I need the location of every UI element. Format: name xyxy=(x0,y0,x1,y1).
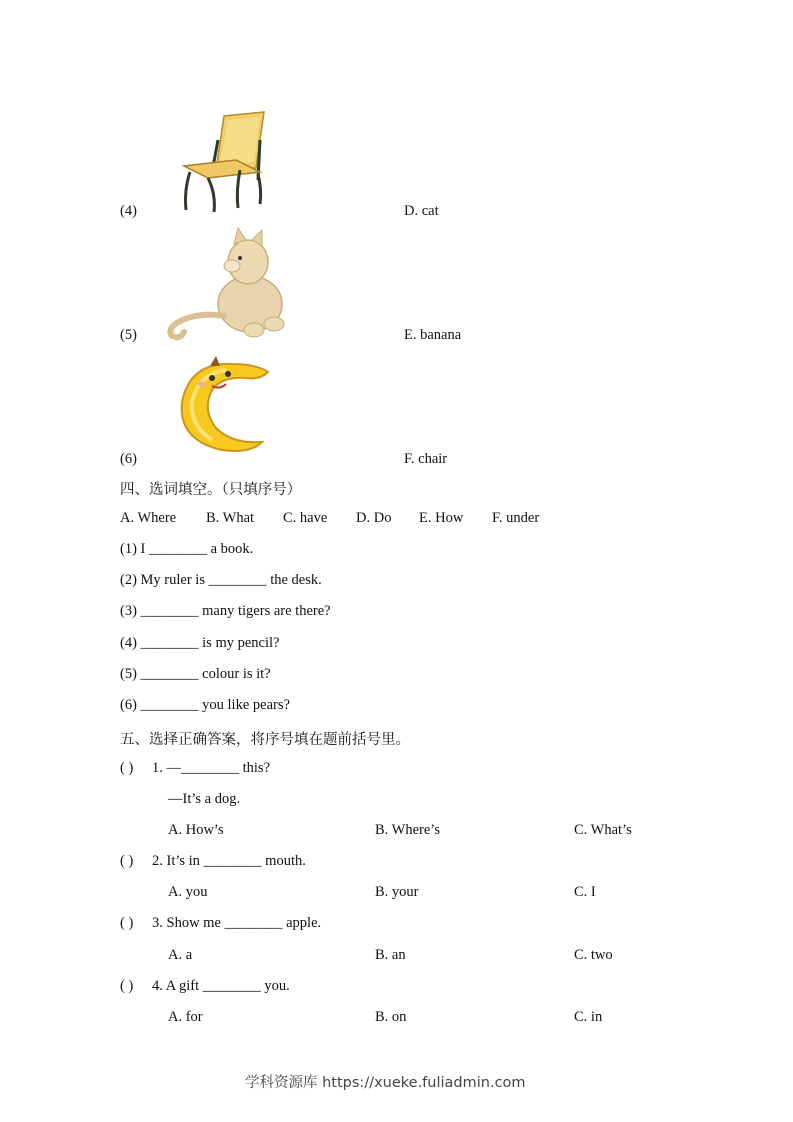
word-option: A. Where xyxy=(120,510,177,526)
fill-question: (6) ________ you like pears? xyxy=(120,697,290,713)
cat-picture xyxy=(162,224,288,342)
fill-question: (1) I ________ a book. xyxy=(120,541,254,557)
answer-bracket: ( ) xyxy=(120,915,134,931)
question-stem: 4. A gift ________ you. xyxy=(152,978,290,994)
match-number: (5) xyxy=(120,327,137,343)
answer-bracket: ( ) xyxy=(120,760,134,776)
question-stem: 1. —________ this? xyxy=(152,760,271,776)
choice-option: C. in xyxy=(574,1009,603,1025)
match-word: E. banana xyxy=(404,327,462,343)
word-option: B. What xyxy=(206,510,255,526)
choice-option: A. a xyxy=(168,947,193,963)
word-option: D. Do xyxy=(356,510,392,526)
choice-option: A. How’s xyxy=(168,822,224,838)
match-number: (4) xyxy=(120,203,137,219)
section5-title: 五、选择正确答案，将序号填在题前括号里。 xyxy=(120,732,410,748)
choice-option: B. on xyxy=(375,1009,407,1025)
fill-question: (2) My ruler is ________ the desk. xyxy=(120,572,322,588)
section4-title: 四、选词填空。（只填序号） xyxy=(120,482,302,498)
match-word: F. chair xyxy=(404,451,448,467)
fill-question: (3) ________ many tigers are there? xyxy=(120,603,331,619)
dialogue-answer: —It’s a dog. xyxy=(168,791,241,807)
word-option: F. under xyxy=(492,510,540,526)
choice-option: C. I xyxy=(574,884,596,900)
match-number: (6) xyxy=(120,451,137,467)
footer-watermark: 学科资源库 https://xueke.fuliadmin.com xyxy=(245,1075,526,1091)
choice-option: A. for xyxy=(168,1009,203,1025)
match-word: D. cat xyxy=(404,203,439,219)
answer-bracket: ( ) xyxy=(120,978,134,994)
fill-question: (4) ________ is my pencil? xyxy=(120,635,280,651)
question-stem: 2. It’s in ________ mouth. xyxy=(152,853,306,869)
choice-option: B. Where’s xyxy=(375,822,440,838)
choice-option: A. you xyxy=(168,884,208,900)
choice-option: C. two xyxy=(574,947,613,963)
choice-option: C. What’s xyxy=(574,822,632,838)
word-option: E. How xyxy=(419,510,464,526)
fill-question: (5) ________ colour is it? xyxy=(120,666,271,682)
banana-picture xyxy=(172,352,272,460)
chair-picture xyxy=(178,110,268,215)
answer-bracket: ( ) xyxy=(120,853,134,869)
choice-option: B. your xyxy=(375,884,419,900)
word-option: C. have xyxy=(283,510,328,526)
choice-option: B. an xyxy=(375,947,406,963)
question-stem: 3. Show me ________ apple. xyxy=(152,915,322,931)
